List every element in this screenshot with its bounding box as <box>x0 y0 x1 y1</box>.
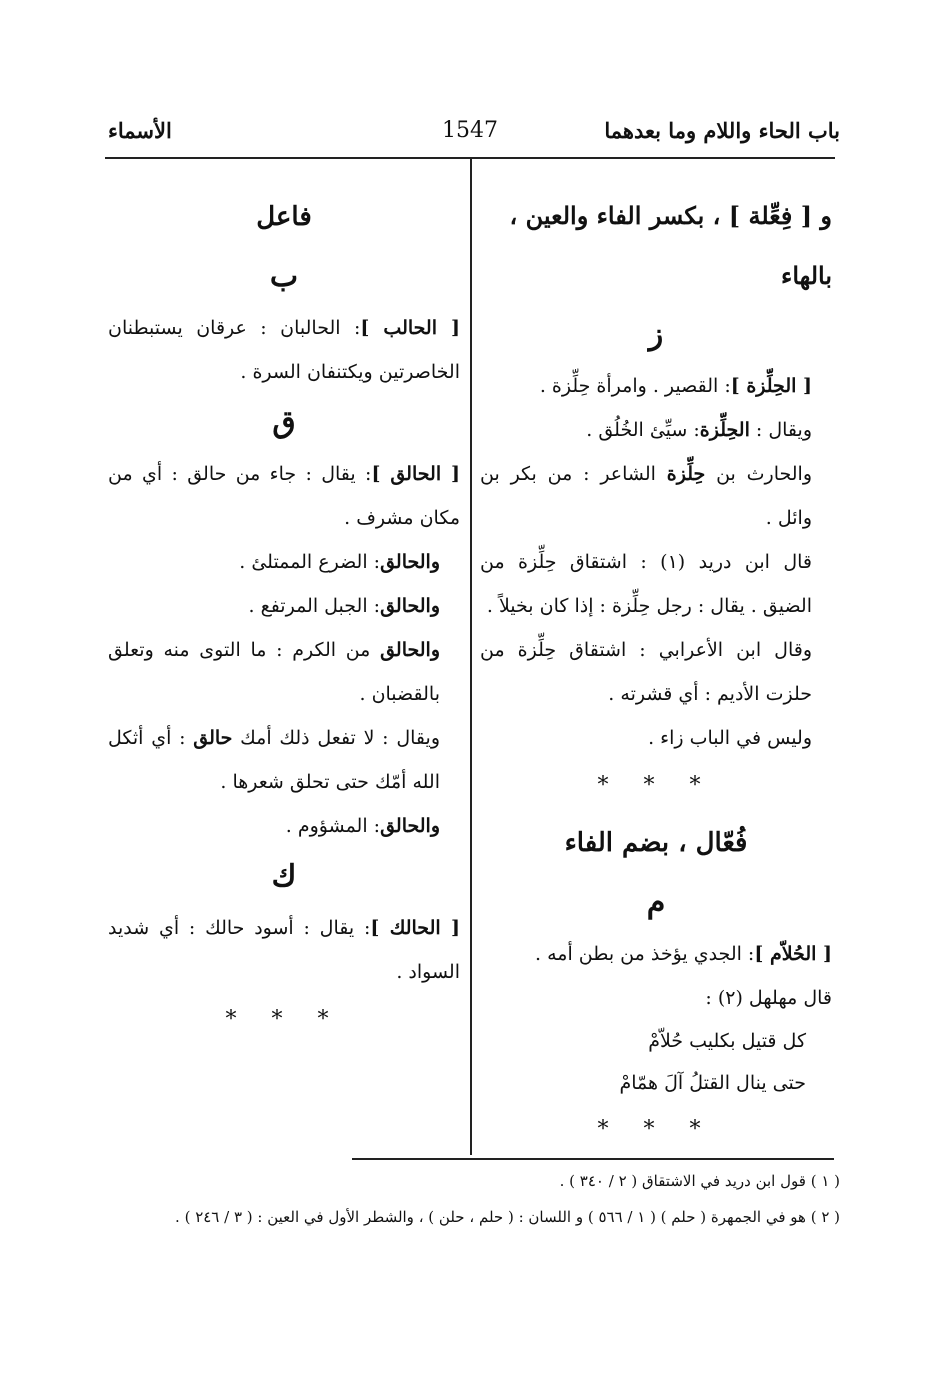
entry-term: [ الحالك ] <box>370 917 460 939</box>
entry-text: : يقال : جاء من حالق : أي من مكان مشرف . <box>108 463 460 529</box>
entry-text: : أي أثكل الله أمّك حتى تحلق شعرها . <box>108 727 440 793</box>
entry-text: ويقال : لا تفعل ذلك أمك <box>232 727 440 749</box>
section-separator: * * * <box>597 1117 715 1142</box>
entry-text: : القصير . وامرأة حِلِّزة . <box>539 375 731 397</box>
entry-text: : الضرع الممتلئ . <box>239 551 381 573</box>
entry-term: [ الحالق ] <box>371 463 460 485</box>
entry-text: : الحالبان : عرقان يستبطنان الخاصرتين ويكتنفان السرة . <box>108 317 460 383</box>
entry-term: والحالق <box>380 639 440 661</box>
entry-paragraph <box>108 452 460 540</box>
column-divider <box>470 159 472 1155</box>
entry-text: من الكرم : ما التوى منه وتعلق بالقضبان . <box>108 639 440 705</box>
letter-heading-z: ز <box>648 317 664 352</box>
footnote-2: ( ٢ ) هو في الجمهرة ( حلم ) ( ١ / ٥٦٦ ) و اللسان : ( حلم ، حلن ) ، والشطر الأول في العين : ( ٣ / ٢٤٦ ) . <box>175 1208 840 1226</box>
verse-line: حتى ينال القتلُ آلَ همّامْ <box>619 1072 806 1094</box>
entry-text: : الجدي يؤخذ من بطن أمه . <box>535 943 755 965</box>
entry-paragraph <box>108 628 460 716</box>
page-number: 1547 <box>442 118 498 143</box>
running-header-chapter: باب الحاء واللام وما بعدهما <box>604 118 840 143</box>
letter-heading-k: ك <box>271 859 297 894</box>
entry-text: : يقال : أسود حالك : أي شديد السواد . <box>108 917 460 983</box>
entry-term: والحالق <box>380 595 440 617</box>
footnote-1: ( ١ ) قول ابن دريد في الاشتقاق ( ٢ / ٣٤٠ ) . <box>559 1172 840 1190</box>
running-header-section: الأسماء <box>108 118 172 143</box>
entry-paragraph <box>480 364 832 408</box>
section-separator: * * * <box>225 1007 343 1032</box>
letter-heading-b: ب <box>269 259 299 294</box>
entry-paragraph <box>480 932 832 976</box>
entry-term: حالق <box>193 727 233 749</box>
entry-paragraph <box>108 584 460 628</box>
section-separator: * * * <box>597 773 715 798</box>
entry-paragraph <box>108 804 460 848</box>
entry-text: : الجبل المرتفع . <box>248 595 381 617</box>
pattern-heading: فُعّال ، بضم الفاء <box>564 828 748 858</box>
entry-paragraph <box>108 540 460 584</box>
entry-text: والحارث بن <box>705 463 812 485</box>
entry-paragraph: وقال ابن الأعرابي : اشتقاق حِلِّزة من حلزت الأديم : أي قشرته . <box>480 639 812 705</box>
verse-line: كل قتيل بكليب حُلاّمْ <box>648 1030 806 1052</box>
entry-term: [ الحالب ] <box>360 317 461 339</box>
right-column <box>480 186 832 1156</box>
entry-text: : سيِّئ الخُلُق . <box>586 419 700 441</box>
entry-text: ويقال : <box>749 419 812 441</box>
entry-term: [ الحِلِّزة ] <box>730 375 812 397</box>
entry-paragraph: وليس في الباب زاء . <box>648 727 812 749</box>
entry-term: حِلِّزة <box>666 463 706 485</box>
entry-paragraph <box>108 306 460 394</box>
entry-term: [ الحُلاّم ] <box>754 943 832 965</box>
right-column-title: و [ فِعِّلة ] ، بكسر الفاء والعين ، بالهاء <box>509 201 832 290</box>
entry-paragraph: قال ابن دريد (١) : اشتقاق حِلِّزة من الضيق . يقال : رجل حِلِّزة : إذا كان بخيلاً . <box>480 551 812 617</box>
left-column-title: فاعل <box>256 202 312 232</box>
entry-term: والحالق <box>380 815 440 837</box>
entry-term: والحالق <box>380 551 440 573</box>
left-column <box>108 186 460 1046</box>
entry-paragraph <box>480 452 832 540</box>
entry-text: الشاعر : من بكر بن وائل . <box>480 463 812 529</box>
footnote-rule <box>352 1158 834 1160</box>
entry-term: الحِلِّزة <box>699 419 750 441</box>
entry-paragraph: قال مهلهل (٢) : <box>705 987 832 1009</box>
letter-heading-m: م <box>646 885 666 920</box>
letter-heading-q: ق <box>272 405 296 440</box>
entry-paragraph <box>108 906 460 994</box>
entry-text: : المشؤوم . <box>285 815 381 837</box>
entry-paragraph <box>480 408 832 452</box>
entry-paragraph <box>108 716 460 804</box>
